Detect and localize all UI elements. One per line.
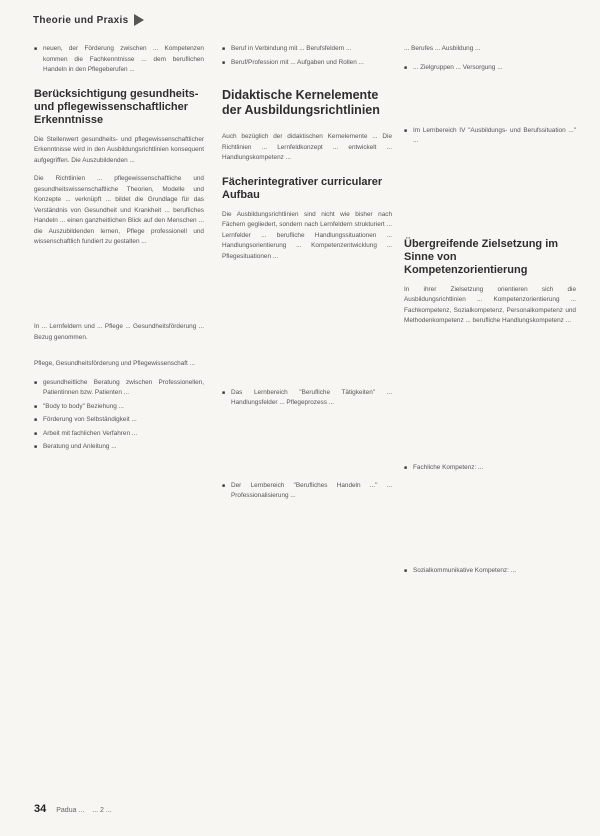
paragraph: In ihrer Zielsetzung orientieren sich die Ausbildungsrichtlinien ... Kompetenzorientierung ... Fachkompetenz, Sozialkompetenz, Personalkompetenz und Methodenkompetenz ... berufliche Handlungskompetenz ... [404, 285, 576, 324]
heading: Didaktische Kernelemente der Ausbildungsrichtlinien [222, 88, 380, 117]
column-3 [404, 44, 576, 579]
list-item: ■ "Body to body" Beziehung ... [34, 402, 204, 413]
paragraph: ... Berufes ... Ausbildung ... [404, 45, 481, 52]
paragraph: Auch bezüglich der didaktischen Kernelemente ... Die Richtlinien ... Lernfeldkonzept ... entwickelt ... Handlungskompetenz ... [222, 133, 392, 161]
issue-info: ... 2 ... [92, 807, 112, 814]
page-number: 34 [34, 803, 47, 815]
list-item: ■ Sozialkommunikative Kompetenz: ... [404, 566, 576, 577]
paragraph: Die Ausbildungsrichtlinien sind nicht wie bisher nach Fächern gegliedert, sondern nach Lernfeldern strukturiert ... Lernfelder ... berufliche Handlungssituationen ... Handlungsorientierung ... Kompetenzentwicklung ... Pflegesituationen ... [222, 210, 392, 260]
list-item: ■ Der Lernbereich "Berufliches Handeln ..." ... Professionalisierung ... [222, 481, 392, 502]
list-item: ■ Das Lernbereich "Berufliche Tätigkeiten" ... Handlungsfelder ... Pflegeprozess ... [222, 388, 392, 478]
list-item: ■ Fachliche Kompetenz: ... [404, 463, 576, 563]
paragraph: Pflege, Gesundheitsförderung und Pflegewissenschaft ... [34, 360, 195, 367]
list-item: ■ Im Lernbereich IV "Ausbildungs- und Berufssituation ..." ... [404, 126, 576, 226]
triangle-icon [134, 14, 144, 26]
heading: Übergreifende Zielsetzung im Sinne von Kompetenzorientierung [404, 237, 559, 276]
page-footer [34, 803, 576, 815]
list-item: ■ Beratung und Anleitung ... [34, 442, 204, 453]
list-item: ■ neuen, der Förderung zwischen ... Kompetenzen kommen die Fachkenntnisse ... dem beruflichen Handeln in den Pflegeberufen ... [34, 44, 204, 76]
section-header [33, 14, 144, 26]
publication-name: Padua ... [56, 807, 85, 814]
list-item: ■ Arbeit mit fachlichen Verfahren ... [34, 429, 204, 440]
list-item: ■ ... Zielgruppen ... Versorgung ... [404, 63, 576, 123]
paragraph: In ... Lernfeldern und ... Pflege ... Gesundheitsförderung ... Bezug genommen. [34, 323, 204, 341]
heading: Berücksichtigung gesundheits- und pflegewissenschaftlicher Erkenntnisse [34, 87, 199, 126]
list-item: ■ Förderung von Selbständigkeit ... [34, 415, 204, 426]
paragraph: Die Richtlinien ... pflegewissenschaftliche und gesundheitswissenschaftliche Theorien, Modelle und Konzepte ... verknüpft ... bildet die Grundlage für das Verständnis von Gesundheit und Krankheit ... berufliches Handeln ... einen ganzheitlichen Blick auf den Menschen ... die Auszubildenden lernen, Pflege professionell und wissenschaftlich fundiert zu gestalten ... [34, 175, 204, 245]
paragraph: Die Stellenwert gesundheits- und pflegewissenschaftlicher Erkenntnisse wird in den Ausbildungsrichtlinien konsequent aufgegriffen. Die Auszubildenden ... [34, 135, 204, 164]
section-title: Theorie und Praxis [33, 14, 129, 26]
list-item: ■ gesundheitliche Beratung zwischen Professionellen, Patientinnen bzw. Patienten ... [34, 378, 204, 399]
list-item: ■ Beruf/Profession mit ... Aufgaben und Rollen ... [222, 58, 392, 69]
column-1 [34, 44, 204, 456]
heading: Fächerintegrativer curricularer Aufbau [222, 175, 383, 201]
list-item: ■ Beruf in Verbindung mit ... Berufsfeldern ... [222, 44, 392, 55]
column-2 [222, 44, 392, 505]
